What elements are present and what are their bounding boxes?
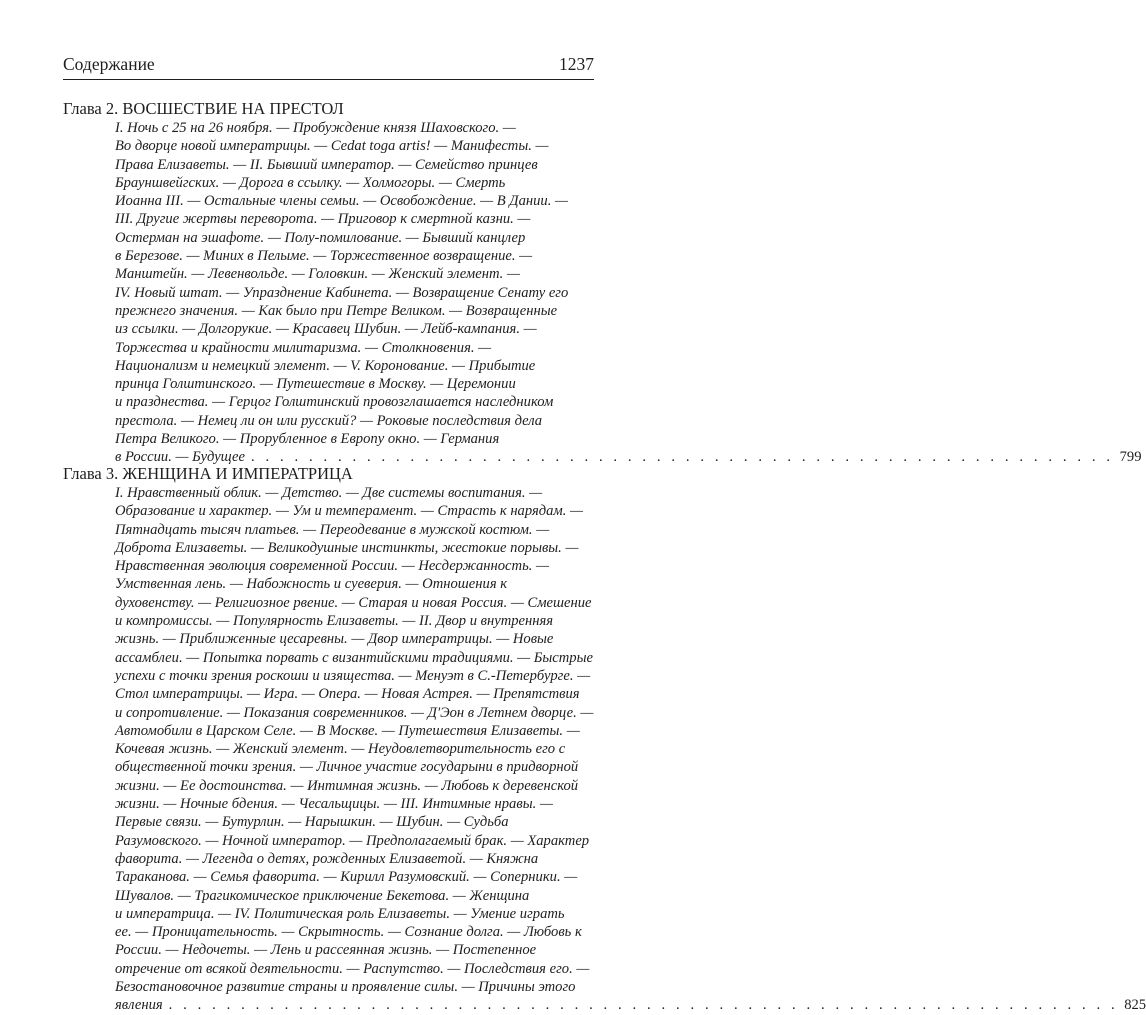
- summary-line: успехи с точки зрения роскоши и изящества. — Менуэт в С.-Петербурге. —: [115, 667, 591, 684]
- summary-line: Автомобили в Царском Селе. — В Москве. — Путешествия Елизаветы. —: [115, 722, 580, 739]
- summary-line: отречение от всякой деятельности. — Распутство. — Последствия его. —: [115, 960, 590, 977]
- dot-leader: . . . . . . . . . . . . . . . . . . . . . . . . . . . . . . . . . . . . . . . . . . . . . . . . . . . . . . . . . . . . . . . . . .: [168, 997, 1119, 1014]
- summary-line: III. Другие жертвы переворота. — Приговор к смертной казни. —: [115, 211, 531, 228]
- running-header-title: Содержание: [63, 54, 155, 74]
- summary-line: и компромиссы. — Популярность Елизаветы. — II. Двор и внутренняя: [115, 613, 554, 630]
- summary-line: общественной точки зрения. — Личное участие государыни в придворной: [115, 759, 579, 776]
- summary-line: Во дворце новой императрицы. — Cedat toga artis! — Манифесты. —: [115, 138, 549, 155]
- summary-line: Первые связи. — Бутурлин. — Нарышкин. — Шубин. — Судьба: [115, 814, 509, 831]
- summary-line: Иоанна III. — Остальные члены семьи. — Освобождение. — В Дании. —: [115, 193, 568, 210]
- summary-line: принца Голштинского. — Путешествие в Москву. — Церемонии: [115, 376, 516, 393]
- summary-line: престола. — Немец ли он или русский? — Роковые последствия дела: [115, 412, 543, 429]
- running-header: [63, 52, 594, 78]
- summary-line: и празднества. — Герцог Голштинский провозглашается наследником: [115, 394, 554, 411]
- summary-line: I. Ночь с 25 на 26 ноября. — Пробуждение князя Шаховского. —: [115, 120, 516, 136]
- chapter-page-number: 825: [1124, 997, 1146, 1014]
- chapter-title: Глава 2. ВОСШЕСТВИЕ НА ПРЕСТОЛ: [63, 99, 344, 118]
- summary-line: ее. — Проницательность. — Скрытность. — Сознание долга. — Любовь к: [115, 924, 582, 941]
- summary-line: Петра Великого. — Прорубленное в Европу окно. — Германия: [115, 431, 500, 448]
- summary-line: прежнего значения. — Как было при Петре Великом. — Возвращенные: [115, 302, 558, 319]
- summary-line: Доброта Елизаветы. — Великодушные инстинкты, жестокие порывы. —: [115, 539, 579, 556]
- summary-line: ассамблеи. — Попытка порвать с византийскими традициями. — Быстрые: [115, 649, 593, 666]
- summary-line: Остерман на эшафоте. — Полу-помилование. — Бывший канцлер: [115, 229, 526, 246]
- summary-line: Разумовского. — Ночной император. — Предполагаемый брак. — Характер: [115, 832, 590, 849]
- summary-line: и императрица. — IV. Политическая роль Елизаветы. — Умение играть: [115, 905, 565, 922]
- toc-entry-chapter-2: [63, 99, 1142, 467]
- summary-line: Манштейн. — Левенвольде. — Головкин. — Женский элемент. —: [115, 266, 520, 283]
- summary-line: Права Елизаветы. — II. Бывший император. — Семейство принцев: [115, 156, 538, 173]
- summary-line: жизни. — Ее достоинства. — Интимная жизнь. — Любовь к деревенской: [115, 777, 579, 794]
- summary-line: явления: [115, 997, 163, 1014]
- summary-last-line: [115, 996, 1146, 1014]
- toc-entry-chapter-3: [63, 464, 1146, 1015]
- summary-line: Шувалов. — Трагикомическое приключение Бекетова. — Женщина: [115, 887, 530, 904]
- summary-line: Образование и характер. — Ум и темперамент. — Страсть к нарядам. —: [115, 503, 584, 520]
- summary-line: Пятнадцать тысяч платьев. — Переодевание в мужской костюм. —: [115, 521, 550, 538]
- summary-line: и сопротивление. — Показания современников. — Д'Эон в Летнем дворце. —: [115, 704, 594, 721]
- header-rule: [63, 79, 594, 80]
- summary-line: жизни. — Ночные бдения. — Чесальщицы. — III. Интимные нравы. —: [115, 796, 553, 813]
- chapter-summary: [63, 119, 1142, 467]
- summary-line: фаворита. — Легенда о детях, рожденных Елизаветой. — Княжна: [115, 850, 539, 867]
- summary-line: Национализм и немецкий элемент. — V. Коронование. — Прибытие: [115, 357, 536, 374]
- summary-line: жизнь. — Приближенные цесаревны. — Двор императрицы. — Новые: [115, 631, 554, 648]
- summary-line: духовенству. — Религиозное рвение. — Старая и новая Россия. — Смешение: [115, 594, 592, 611]
- summary-line: Кочевая жизнь. — Женский элемент. — Неудовлетворительность его с: [115, 741, 566, 758]
- dot-leader: . . . . . . . . . . . . . . . . . . . . . . . . . . . . . . . . . . . . . . . . . . . . . . . . . . . . . . . . . . . .: [251, 449, 1114, 466]
- summary-line: Брауншвейгских. — Дорога в ссылку. — Холмогоры. — Смерть: [115, 174, 506, 191]
- summary-line: Торжества и крайности милитаризма. — Столкновения. —: [115, 339, 492, 356]
- summary-line: Тараканова. — Семья фаворита. — Кирилл Разумовский. — Соперники. —: [115, 869, 578, 886]
- summary-line: в Березове. — Миних в Пелыме. — Торжественное возвращение. —: [115, 248, 533, 265]
- chapter-title: Глава 3. ЖЕНЩИНА И ИМПЕРАТРИЦА: [63, 464, 353, 483]
- summary-line: Стол императрицы. — Игра. — Опера. — Новая Астрея. — Препятствия: [115, 686, 580, 703]
- summary-line: в России. — Будущее: [115, 449, 246, 466]
- summary-line: России. — Недочеты. — Лень и рассеянная жизнь. — Постепенное: [115, 942, 537, 959]
- summary-line: Безостановочное развитие страны и проявление силы. — Причины этого: [115, 979, 576, 996]
- summary-line: Умственная лень. — Набожность и суеверия. — Отношения к: [115, 576, 508, 593]
- summary-line: Нравственная эволюция современной России. — Несдержанность. —: [115, 558, 549, 575]
- chapter-summary: [63, 484, 1146, 1015]
- summary-line: IV. Новый штат. — Упразднение Кабинета. — Возвращение Сенату его: [115, 284, 569, 301]
- summary-line: I. Нравственный облик. — Детство. — Две системы воспитания. —: [115, 485, 543, 501]
- summary-line: из ссылки. — Долгорукие. — Красавец Шубин. — Лейб-кампания. —: [115, 321, 537, 338]
- page-number: 1237: [559, 54, 594, 74]
- chapter-page-number: 799: [1119, 449, 1142, 466]
